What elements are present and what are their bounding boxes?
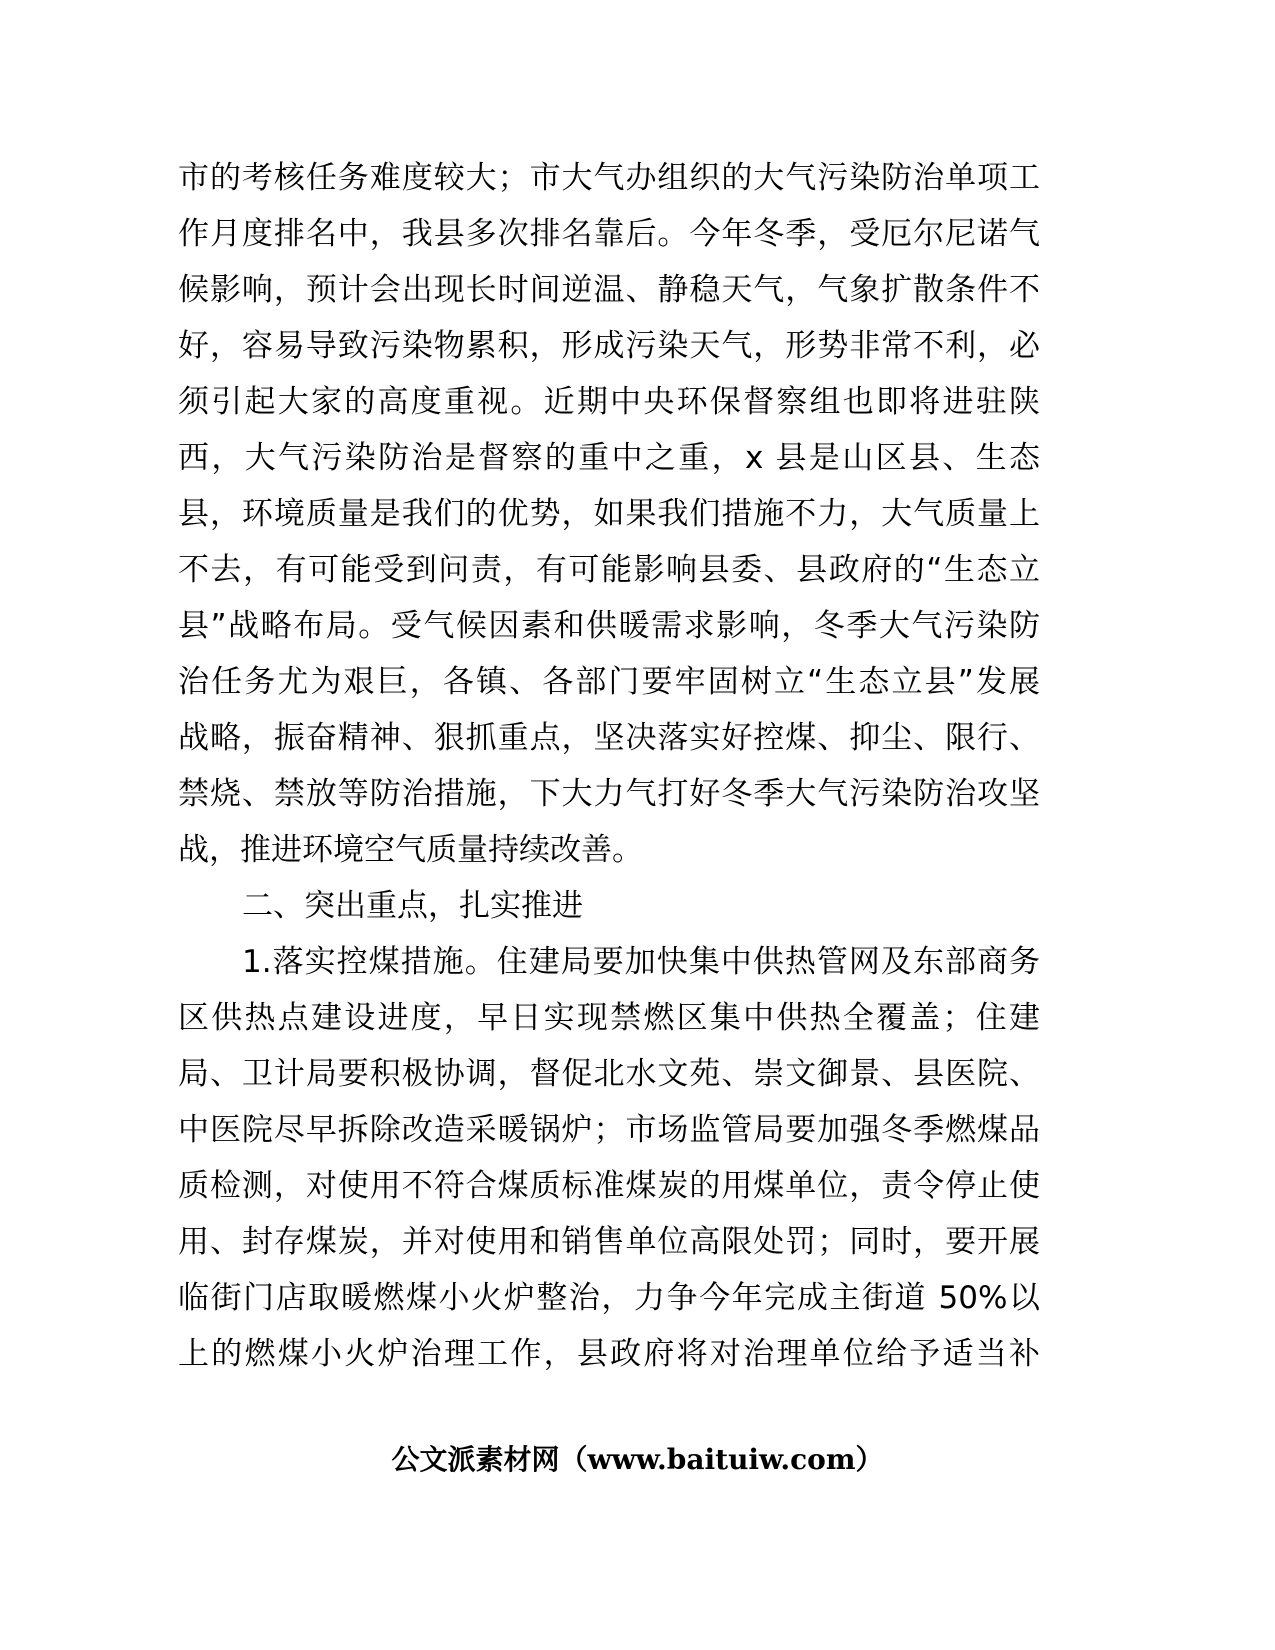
text-line: 战略，振奋精神、狠抓重点，坚决落实好控煤、抑尘、限行、 (178, 720, 1040, 756)
paragraph-2 (178, 934, 1040, 1382)
text-line: 中医院尽早拆除改造采暖锅炉；市场监管局要加强冬季燃煤品 (178, 1112, 1040, 1148)
heading-text: 二、突出重点，扎实推进 (242, 888, 583, 924)
text-line: 区供热点建设进度，早日实现禁燃区集中供热全覆盖；住建 (178, 1000, 1040, 1036)
text-line: 候影响，预计会出现长时间逆温、静稳天气，气象扩散条件不 (178, 272, 1040, 308)
text-line: 须引起大家的高度重视。近期中央环保督察组也即将进驻陕 (178, 384, 1040, 420)
text-line: 市的考核任务难度较大；市大气办组织的大气污染防治单项工 (178, 160, 1040, 196)
text-line: 县”战略布局。受气候因素和供暖需求影响，冬季大气污染防 (178, 608, 1040, 644)
text-line: 战，推进环境空气质量持续改善。 (178, 832, 643, 868)
text-line: 西，大气污染防治是督察的重中之重，x 县是山区县、生态 (178, 440, 1040, 476)
text-line: 作月度排名中，我县多次排名靠后。今年冬季，受厄尔尼诺气 (178, 216, 1040, 252)
text-line: 不去，有可能受到问责，有可能影响县委、县政府的“生态立 (178, 552, 1040, 588)
text-line: 临街门店取暖燃煤小火炉整治，力争今年完成主街道 50%以 (178, 1280, 1040, 1316)
section-heading (178, 878, 1040, 934)
text-line: 治任务尤为艰巨，各镇、各部门要牢固树立“生态立县”发展 (178, 664, 1040, 700)
text-line: 禁烧、禁放等防治措施，下大力气打好冬季大气污染防治攻坚 (178, 776, 1040, 812)
text-line: 1.落实控煤措施。住建局要加快集中供热管网及东部商务 (242, 944, 1040, 980)
text-line: 县，环境质量是我们的优势，如果我们措施不力，大气质量上 (178, 496, 1040, 532)
paragraph-1 (178, 150, 1040, 878)
text-line: 上的燃煤小火炉治理工作，县政府将对治理单位给予适当补 (178, 1336, 1040, 1372)
text-line: 局、卫计局要积极协调，督促北水文苑、崇文御景、县医院、 (178, 1056, 1040, 1092)
footer-watermark: 公文派素材网（www.baituiw.com） (391, 1443, 884, 1476)
text-line: 用、封存煤炭，并对使用和销售单位高限处罚；同时，要开展 (178, 1224, 1040, 1260)
document-body (178, 150, 1040, 1382)
text-line: 质检测，对使用不符合煤质标准煤炭的用煤单位，责令停止使 (178, 1168, 1040, 1204)
text-line: 好，容易导致污染物累积，形成污染天气，形势非常不利，必 (178, 328, 1040, 364)
